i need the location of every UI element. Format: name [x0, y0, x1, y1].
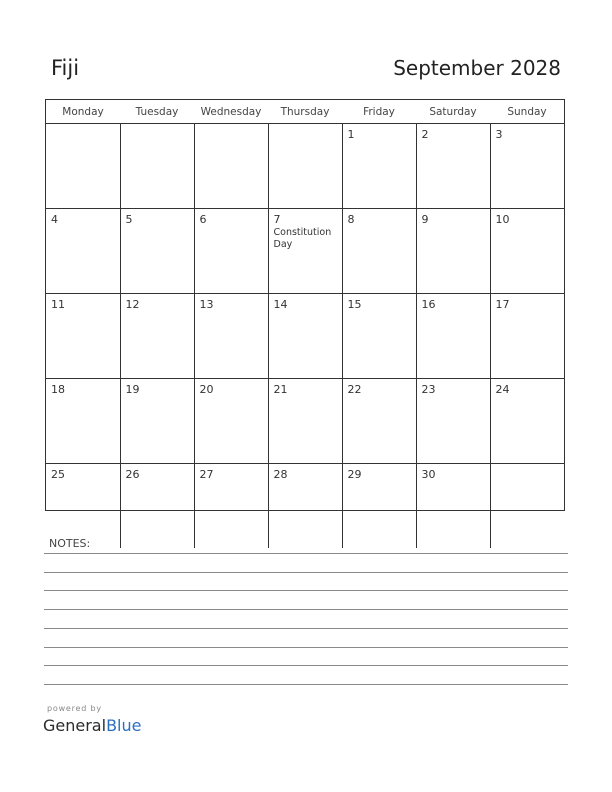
day-cell	[120, 379, 194, 464]
day-cell	[416, 379, 490, 464]
note-line	[44, 590, 568, 591]
month-title: September 2028	[393, 56, 561, 80]
day-number: 27	[199, 468, 214, 481]
day-cell	[194, 464, 268, 549]
day-cell	[342, 124, 416, 209]
day-number: 21	[273, 383, 288, 396]
day-cell	[416, 464, 490, 549]
note-line	[44, 553, 568, 554]
weekday-thursday: Thursday	[268, 100, 342, 124]
day-cell	[268, 209, 342, 294]
day-cell	[490, 464, 564, 549]
day-cell	[194, 124, 268, 209]
day-number: 1	[347, 128, 355, 141]
day-number: 4	[51, 213, 58, 226]
day-number: 19	[125, 383, 140, 396]
day-number: 8	[347, 213, 355, 226]
day-number: 18	[51, 383, 65, 396]
day-number: 25	[51, 468, 65, 481]
week-row	[46, 464, 564, 549]
note-line	[44, 628, 568, 629]
week-row	[46, 124, 564, 209]
day-cell	[268, 124, 342, 209]
day-cell	[490, 379, 564, 464]
day-number: 29	[347, 468, 362, 481]
day-number: 2	[421, 128, 429, 141]
notes-label: NOTES:	[49, 537, 91, 550]
day-number: 3	[495, 128, 503, 141]
day-number: 13	[199, 298, 214, 311]
day-cell	[342, 209, 416, 294]
day-number: 24	[495, 383, 510, 396]
day-cell	[120, 464, 194, 549]
day-cell	[46, 124, 120, 209]
day-number: 22	[347, 383, 362, 396]
day-cell	[416, 124, 490, 209]
note-line	[44, 572, 568, 573]
day-cell	[342, 294, 416, 379]
day-cell	[120, 209, 194, 294]
brand-general: General	[43, 716, 107, 735]
day-cell	[268, 294, 342, 379]
day-number: 14	[273, 298, 288, 311]
powered-by-text: powered by	[47, 704, 102, 713]
day-cell	[46, 379, 120, 464]
day-number: 6	[199, 213, 207, 226]
day-cell	[194, 294, 268, 379]
day-number: 7	[273, 213, 281, 226]
country-title: Fiji	[51, 56, 80, 80]
brand-blue: Blue	[106, 716, 142, 735]
day-number: 10	[495, 213, 510, 226]
day-cell	[120, 124, 194, 209]
day-number: 26	[125, 468, 140, 481]
day-cell	[490, 209, 564, 294]
week-row	[46, 294, 564, 379]
day-number: 20	[199, 383, 214, 396]
day-cell	[194, 379, 268, 464]
day-cell	[268, 464, 342, 549]
weekday-monday: Monday	[46, 100, 120, 124]
calendar-grid	[45, 99, 565, 511]
day-cell	[46, 209, 120, 294]
day-cell	[416, 294, 490, 379]
weekday-saturday: Saturday	[416, 100, 490, 124]
holiday-label: Constitution Day	[273, 227, 332, 250]
day-number: 15	[347, 298, 362, 311]
day-cell	[268, 379, 342, 464]
day-number: 17	[495, 298, 510, 311]
weekday-sunday: Sunday	[490, 100, 564, 124]
day-cell	[416, 209, 490, 294]
day-cell	[46, 464, 120, 549]
weekday-tuesday: Tuesday	[120, 100, 194, 124]
weekday-wednesday: Wednesday	[194, 100, 268, 124]
note-line	[44, 665, 568, 666]
week-row	[46, 209, 564, 294]
day-number: 9	[421, 213, 429, 226]
day-number: 12	[125, 298, 140, 311]
day-cell	[46, 294, 120, 379]
day-number: 5	[125, 213, 133, 226]
day-number: 16	[421, 298, 436, 311]
day-cell	[120, 294, 194, 379]
day-number: 28	[273, 468, 288, 481]
generalblue-logo	[43, 716, 141, 735]
weekday-header-row	[46, 100, 564, 124]
day-cell	[490, 124, 564, 209]
day-number: 23	[421, 383, 436, 396]
day-cell	[342, 464, 416, 549]
day-number: 30	[421, 468, 436, 481]
day-cell	[342, 379, 416, 464]
weekday-friday: Friday	[342, 100, 416, 124]
day-number: 11	[51, 298, 65, 311]
week-row	[46, 379, 564, 464]
note-line	[44, 647, 568, 648]
day-cell	[194, 209, 268, 294]
day-cell	[490, 294, 564, 379]
note-line	[44, 609, 568, 610]
note-line	[44, 684, 568, 685]
